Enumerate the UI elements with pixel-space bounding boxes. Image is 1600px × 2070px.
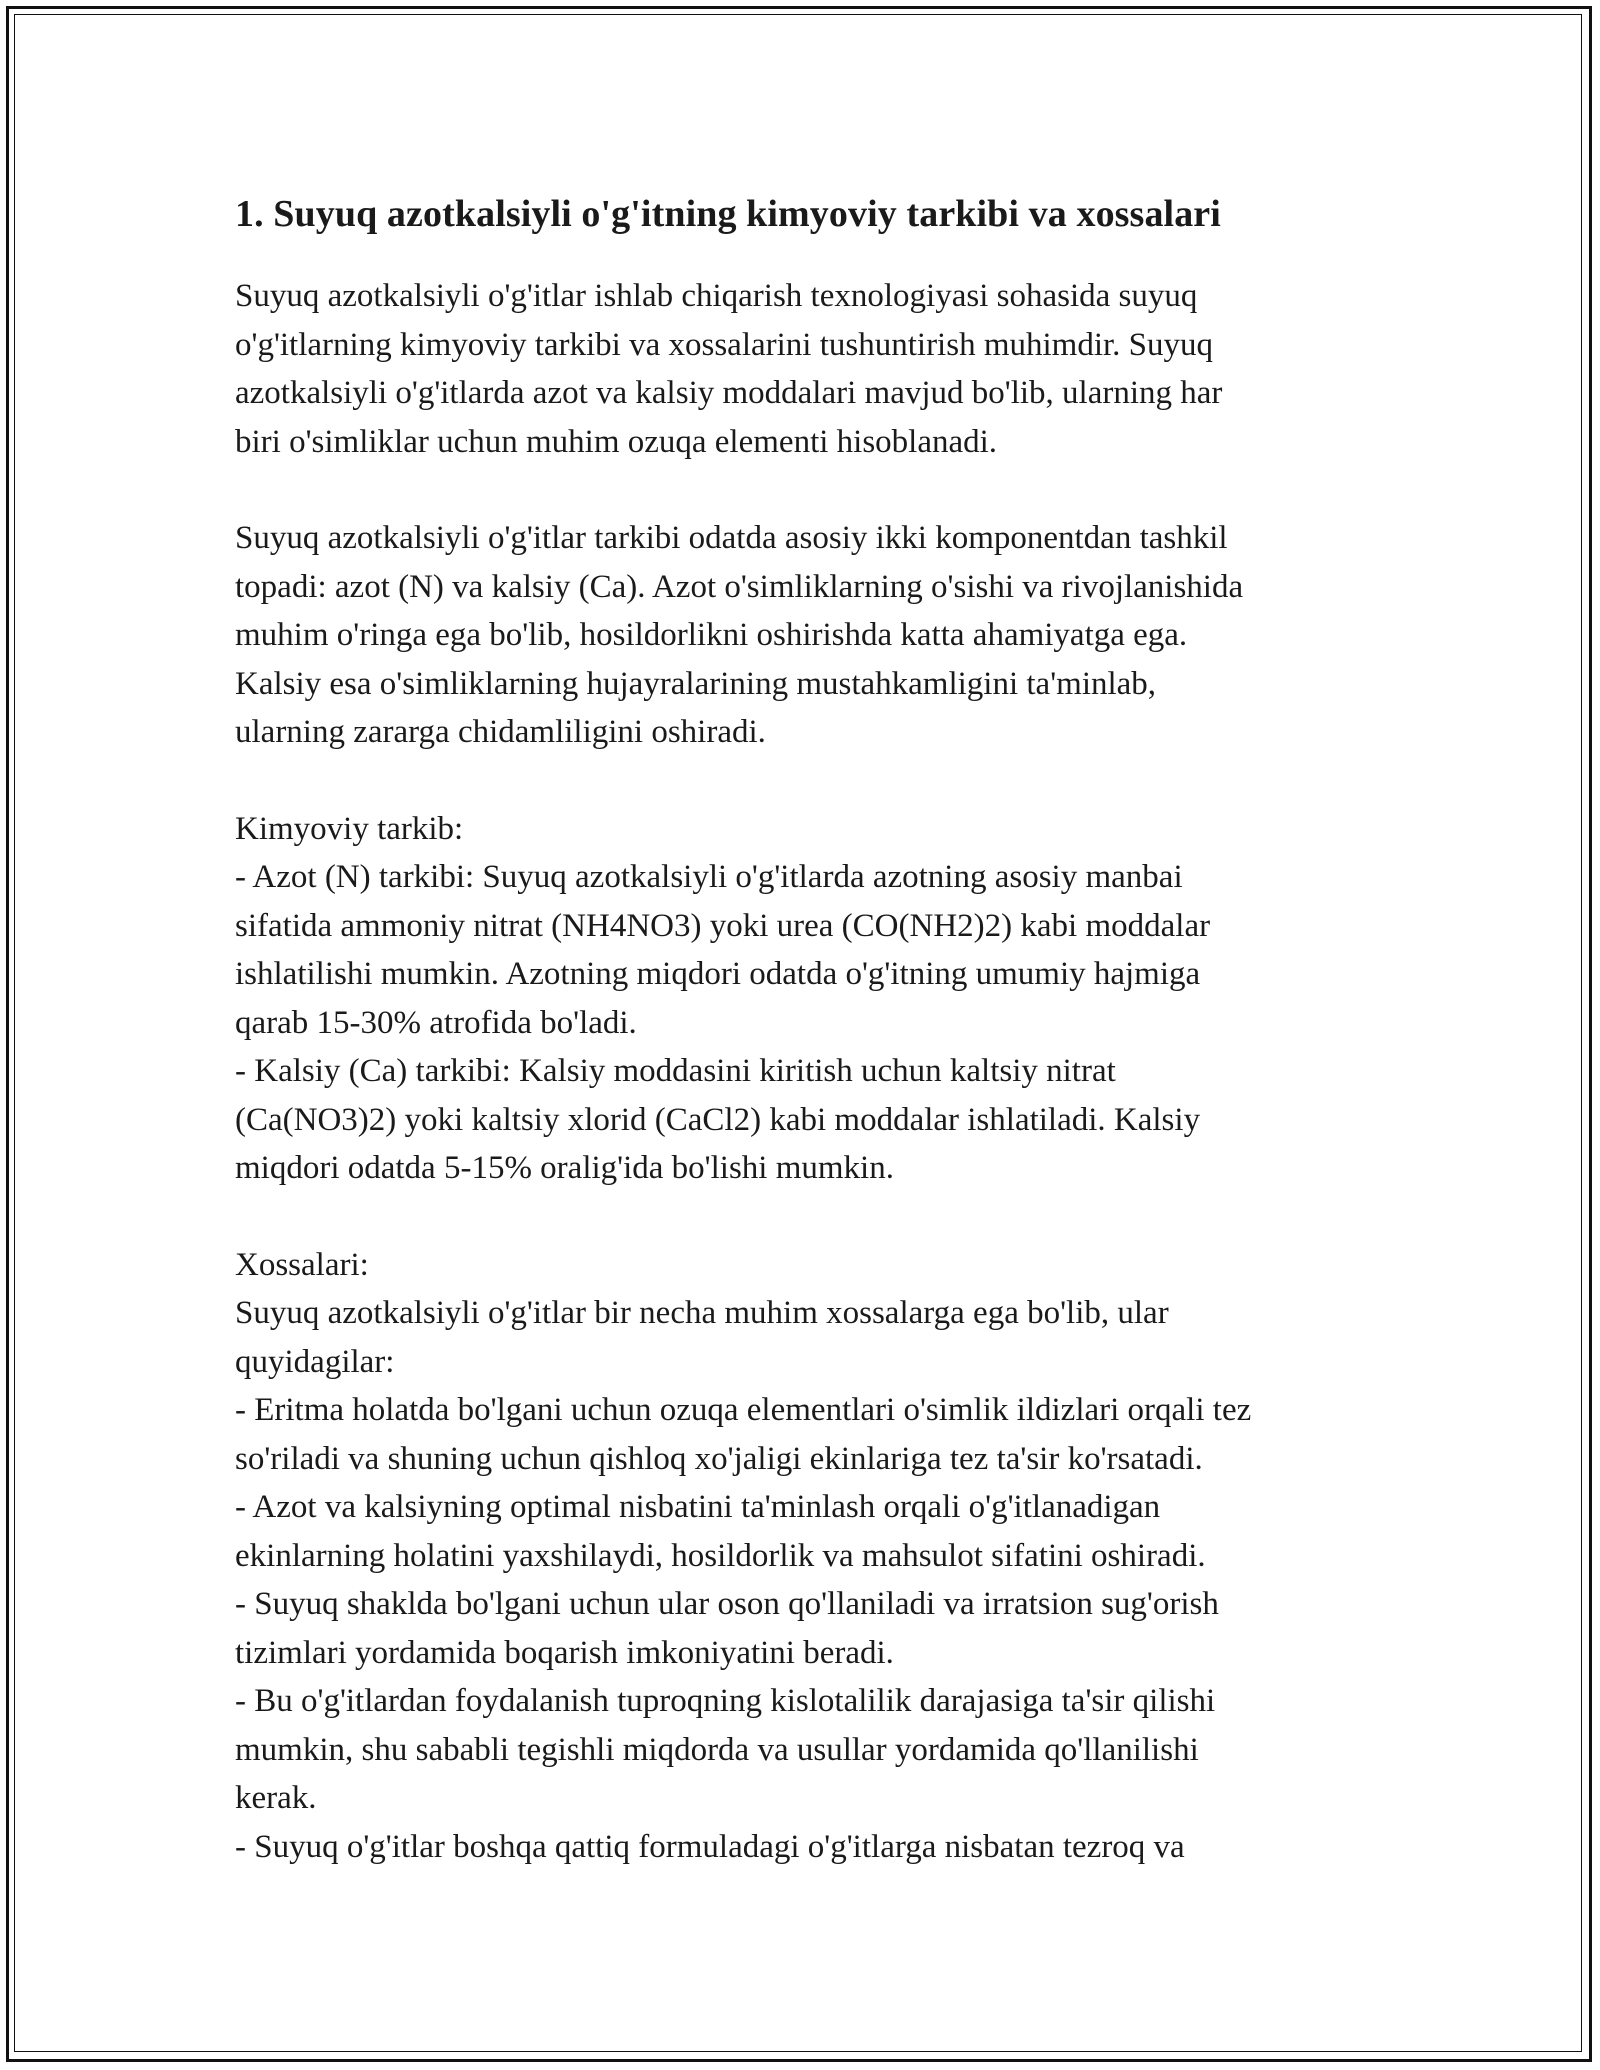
text-line: ularning zararga chidamliligini oshiradi. [235,714,766,750]
text-line: - Bu o'g'itlardan foydalanish tuproqning kislotalilik darajasiga ta'sir qilishi [235,1683,1216,1719]
properties-section [235,1241,1385,1872]
text-line: kerak. [235,1780,317,1816]
text-line: tizimlari yordamida boqarish imkoniyatini beradi. [235,1634,894,1671]
text-line: - Azot va kalsiyning optimal nisbatini ta'minlash orqali o'g'itlanadigan [235,1489,1161,1525]
text-line: azotkalsiyli o'g'itlarda azot va kalsiy moddalari mavjud bo'lib, ularning har [235,375,1223,411]
text-line: Suyuq azotkalsiyli o'g'itlar tarkibi odatda asosiy ikki komponentdan tashkil [235,520,1228,556]
list-item-property-5 [235,1823,1385,1872]
list-item-calcium [235,1047,1385,1193]
text-line: sifatida ammoniy nitrat (NH4NO3) yoki urea (CO(NH2)2) kabi moddalar [235,907,1211,944]
list-item-property-4 [235,1677,1385,1823]
text-line: topadi: azot (N) va kalsiy (Ca). Azot o'simliklarning o'sishi va rivojlanishida [235,568,1244,605]
text-line: muhim o'ringa ega bo'lib, hosildorlikni oshirishda katta ahamiyatga ega. [235,617,1188,653]
text-line: - Kalsiy (Ca) tarkibi: Kalsiy moddasini kiritish uchun kaltsiy nitrat [235,1053,1116,1089]
text-line: miqdori odatda 5-15% oralig'ida bo'lishi mumkin. [235,1150,894,1186]
composition-title: Kimyoviy tarkib: [235,810,464,847]
text-line: (Ca(NO3)2) yoki kaltsiy xlorid (CaCl2) kabi moddalar ishlatiladi. Kalsiy [235,1101,1201,1138]
text-line: - Suyuq shaklda bo'lgani uchun ular oson qo'llaniladi va irratsion sug'orish [235,1586,1219,1622]
text-line: - Azot (N) tarkibi: Suyuq azotkalsiyli o'g'itlarda azotning asosiy manbai [235,859,1183,895]
properties-title: Xossalari: [235,1246,369,1283]
list-item-property-2 [235,1483,1385,1580]
section-heading: 1. Suyuq azotkalsiyli o'g'itning kimyoviy tarkibi va xossalari [235,193,1221,235]
text-line: quyidagilar: [235,1343,395,1380]
text-line: o'g'itlarning kimyoviy tarkibi va xossalarini tushuntirish muhimdir. Suyuq [235,326,1214,363]
text-line: mumkin, shu sababli tegishli miqdorda va usullar yordamida qo'llanilishi [235,1731,1199,1768]
text-line: qarab 15-30% atrofida bo'ladi. [235,1004,637,1041]
text-line: ekinlarning holatini yaxshilaydi, hosildorlik va mahsulot sifatini oshiradi. [235,1537,1206,1574]
list-item-property-3 [235,1580,1385,1677]
document-content [235,190,1385,1919]
text-line: - Suyuq o'g'itlar boshqa qattiq formuladagi o'g'itlarga nisbatan tezroq va [235,1828,1185,1865]
list-item-property-1 [235,1386,1385,1483]
intro-paragraph-1 [235,272,1385,466]
text-line: Suyuq azotkalsiyli o'g'itlar ishlab chiqarish texnologiyasi sohasida suyuq [235,278,1198,314]
text-line: - Eritma holatda bo'lgani uchun ozuqa elementlari o'simlik ildizlari orqali tez [235,1392,1252,1428]
list-item-nitrogen [235,853,1385,1047]
text-line: so'riladi va shuning uchun qishloq xo'jaligi ekinlariga tez ta'sir ko'rsatadi. [235,1440,1203,1477]
text-line: Kalsiy esa o'simliklarning hujayralarining mustahkamligini ta'minlab, [235,665,1157,702]
composition-section [235,805,1385,1193]
text-line: Suyuq azotkalsiyli o'g'itlar bir necha muhim xossalarga ega bo'lib, ular [235,1295,1169,1331]
intro-paragraph-2 [235,514,1385,757]
text-line: biri o'simliklar uchun muhim ozuqa elementi hisoblanadi. [235,423,998,460]
text-line: ishlatilishi mumkin. Azotning miqdori odatda o'g'itning umumiy hajmiga [235,956,1201,992]
